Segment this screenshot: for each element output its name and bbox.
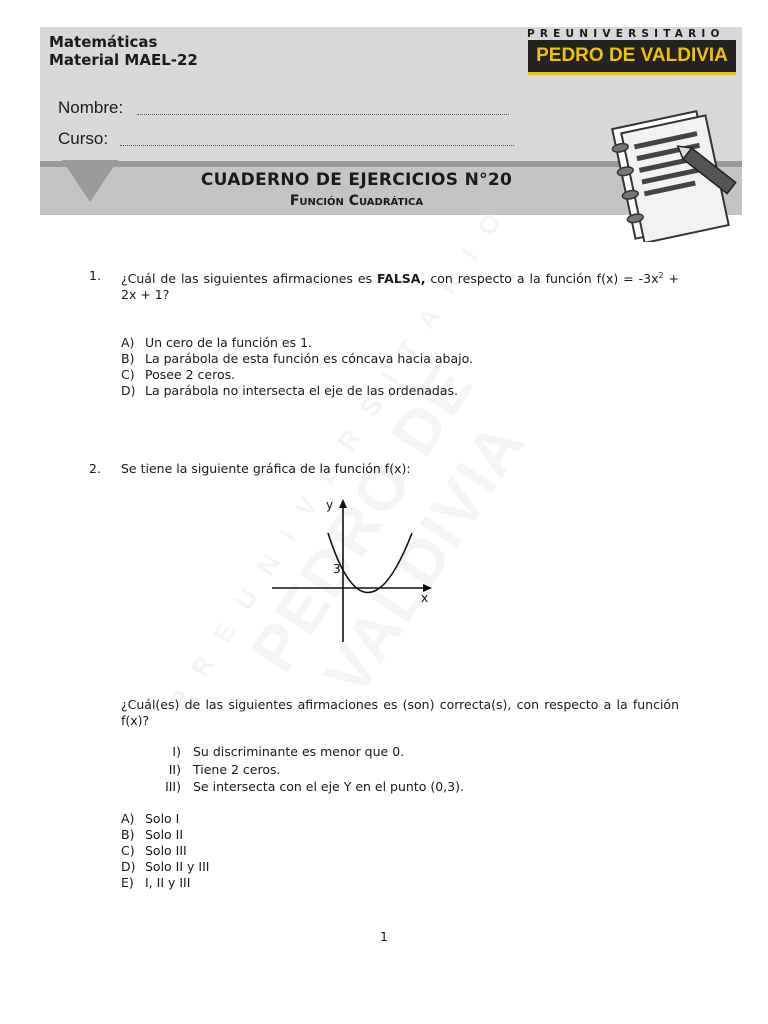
name-label: Nombre:: [58, 98, 124, 117]
course-label: Curso:: [58, 129, 109, 148]
question-2-number: 2.: [89, 461, 101, 476]
document-title: CUADERNO DE EJERCICIOS N°20: [200, 170, 513, 190]
question-1-option[interactable]: [121, 367, 235, 383]
option-letter: D): [121, 859, 136, 874]
question-2-option[interactable]: [121, 843, 187, 859]
statement: [121, 761, 281, 779]
option-text: Solo III: [145, 843, 187, 858]
brand-name: PEDRO DE VALDIVIA: [536, 45, 728, 66]
question-1-emphasis: FALSA,: [377, 271, 426, 287]
question-1-exponent: 2: [658, 271, 664, 280]
document-subtitle: Función Cuadrática: [289, 193, 424, 209]
option-letter: A): [121, 811, 135, 826]
course-field[interactable]: [58, 129, 108, 149]
statement-numeral: II): [168, 762, 181, 777]
option-text: Posee 2 ceros.: [145, 367, 236, 382]
y-axis-arrow: [339, 499, 347, 508]
notebook-pencil-icon: [600, 100, 748, 242]
question-2-question: ¿Cuál(es) de las siguientes afirmaciones es (son) correcta(s), con respecto a la función f(x)?: [121, 697, 679, 728]
question-1-text: [121, 268, 679, 303]
question-1-text-a: ¿Cuál de las siguientes afirmaciones es: [121, 271, 378, 287]
function-graph: [260, 490, 450, 650]
question-2-intro: Se tiene la siguiente gráfica de la función f(x):: [121, 461, 411, 476]
question-1-option[interactable]: [121, 335, 312, 351]
option-letter: B): [121, 827, 135, 842]
statement-text: Tiene 2 ceros.: [193, 762, 281, 777]
question-2-option[interactable]: [121, 859, 209, 875]
statement-text: Se intersecta con el eje Y en el punto (0,3).: [193, 779, 464, 794]
question-1-option[interactable]: [121, 351, 473, 367]
question-2-option[interactable]: [121, 827, 183, 843]
statement: [121, 778, 464, 796]
brand-logo: [528, 40, 736, 75]
question-2-option[interactable]: [121, 811, 179, 827]
y-intercept-label: 3: [333, 562, 341, 576]
question-1-text-b: con respecto a la función f(x) = -3x: [425, 271, 659, 287]
option-letter: E): [121, 875, 134, 890]
page-number: 1: [380, 929, 388, 944]
option-letter: D): [121, 383, 136, 398]
option-text: La parábola de esta función es cóncava hacia abajo.: [145, 351, 474, 366]
question-1-option[interactable]: [121, 383, 458, 399]
statement-numeral: III): [165, 779, 181, 794]
question-2-option[interactable]: [121, 875, 190, 891]
option-letter: B): [121, 351, 135, 366]
statement: [121, 743, 404, 761]
y-axis-label: y: [326, 498, 334, 512]
option-text: Un cero de la función es 1.: [145, 335, 313, 350]
x-axis-label: x: [421, 591, 429, 605]
name-field[interactable]: [58, 98, 123, 118]
subject-title: Matemáticas: [49, 33, 158, 51]
question-1-number: 1.: [89, 268, 101, 283]
option-text: Solo II y III: [145, 859, 210, 874]
option-letter: C): [121, 367, 135, 382]
option-text: I, II y III: [145, 875, 191, 890]
statement-text: Su discriminante es menor que 0.: [193, 744, 405, 759]
statement-numeral: I): [172, 744, 181, 759]
option-letter: C): [121, 843, 135, 858]
material-code: Material MAEL-22: [49, 51, 198, 69]
subject-block: [49, 33, 198, 69]
option-text: Solo I: [145, 811, 180, 826]
option-letter: A): [121, 335, 135, 350]
option-text: La parábola no intersecta el eje de las ordenadas.: [145, 383, 458, 398]
question-1-text-c: + 2x + 1?: [121, 271, 680, 303]
option-text: Solo II: [145, 827, 184, 842]
brand-top-text: PREUNIVERSITARIO: [527, 28, 725, 40]
